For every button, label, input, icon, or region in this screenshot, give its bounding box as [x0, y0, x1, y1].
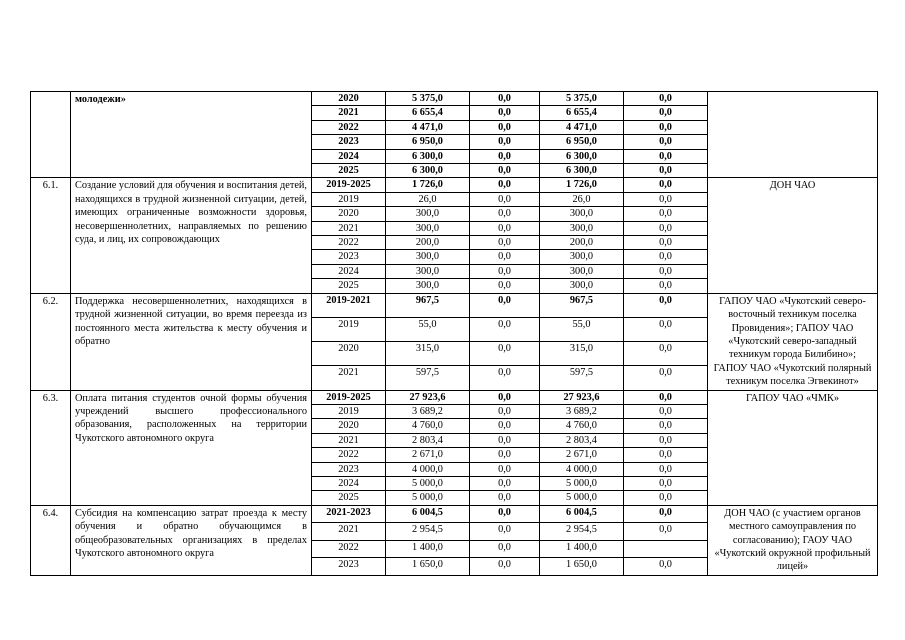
- year-cell: 2019-2021: [312, 293, 386, 317]
- table-row: [31, 293, 878, 317]
- total-cell: 2 954,5: [386, 523, 470, 541]
- federal-cell: 0,0: [470, 92, 540, 106]
- section-name: молодежи»: [71, 92, 312, 178]
- regional-cell: 300,0: [540, 207, 624, 221]
- regional-cell: 300,0: [540, 264, 624, 278]
- total-cell: 6 655,4: [386, 106, 470, 120]
- federal-cell: 0,0: [470, 164, 540, 178]
- regional-cell: 27 923,6: [540, 390, 624, 404]
- year-cell: 2021: [312, 106, 386, 120]
- year-cell: 2022: [312, 540, 386, 558]
- section-number: 6.3.: [31, 390, 71, 505]
- other-cell: 0,0: [624, 92, 708, 106]
- executor-cell: [708, 92, 878, 178]
- other-cell: 0,0: [624, 523, 708, 541]
- table-row: [31, 390, 878, 404]
- regional-cell: 2 671,0: [540, 448, 624, 462]
- total-cell: 300,0: [386, 221, 470, 235]
- total-cell: 5 375,0: [386, 92, 470, 106]
- table-body: [31, 92, 878, 576]
- year-cell: 2019-2025: [312, 390, 386, 404]
- section-name: Поддержка несовершеннолетних, находящихся в трудной жизненной ситуации, во время переезда из постоянного места жительства к месту обучения и обратно: [71, 293, 312, 390]
- total-cell: 5 000,0: [386, 476, 470, 490]
- year-cell: 2024: [312, 264, 386, 278]
- federal-cell: 0,0: [470, 221, 540, 235]
- section-name: Оплата питания студентов очной формы обучения учреждений высшего профессионального образования, расположенных на территории Чукотского автономного округа: [71, 390, 312, 505]
- table-row: [31, 178, 878, 192]
- other-cell: 0,0: [624, 149, 708, 163]
- other-cell: 0,0: [624, 207, 708, 221]
- year-cell: 2019: [312, 317, 386, 341]
- year-cell: 2021: [312, 523, 386, 541]
- federal-cell: 0,0: [470, 390, 540, 404]
- year-cell: 2023: [312, 250, 386, 264]
- section-number: 6.4.: [31, 505, 71, 575]
- other-cell: 0,0: [624, 106, 708, 120]
- year-cell: 2020: [312, 207, 386, 221]
- total-cell: 6 950,0: [386, 135, 470, 149]
- federal-cell: 0,0: [470, 476, 540, 490]
- total-cell: 55,0: [386, 317, 470, 341]
- budget-table: [30, 91, 878, 576]
- other-cell: 0,0: [624, 178, 708, 192]
- other-cell: 0,0: [624, 264, 708, 278]
- year-cell: 2023: [312, 462, 386, 476]
- federal-cell: 0,0: [470, 491, 540, 505]
- total-cell: 315,0: [386, 342, 470, 366]
- section-name: Создание условий для обучения и воспитания детей, находящихся в трудной жизненной ситуации, детей, имеющих ограниченные возможности здоровья, несовершеннолетних, направляемых по решению суда, и лиц, их сопровождающих: [71, 178, 312, 293]
- table-row: [31, 505, 878, 523]
- regional-cell: 6 300,0: [540, 149, 624, 163]
- regional-cell: 315,0: [540, 342, 624, 366]
- other-cell: 0,0: [624, 221, 708, 235]
- other-cell: 0,0: [624, 505, 708, 523]
- regional-cell: 4 471,0: [540, 120, 624, 134]
- regional-cell: 300,0: [540, 279, 624, 293]
- other-cell: 0,0: [624, 317, 708, 341]
- regional-cell: 2 803,4: [540, 433, 624, 447]
- total-cell: 1 400,0: [386, 540, 470, 558]
- other-cell: 0,0: [624, 558, 708, 576]
- total-cell: 2 671,0: [386, 448, 470, 462]
- year-cell: 2022: [312, 448, 386, 462]
- regional-cell: 5 375,0: [540, 92, 624, 106]
- year-cell: 2023: [312, 558, 386, 576]
- regional-cell: 5 000,0: [540, 491, 624, 505]
- total-cell: 4 471,0: [386, 120, 470, 134]
- regional-cell: 6 004,5: [540, 505, 624, 523]
- federal-cell: 0,0: [470, 120, 540, 134]
- year-cell: 2025: [312, 491, 386, 505]
- regional-cell: 300,0: [540, 250, 624, 264]
- total-cell: 6 300,0: [386, 164, 470, 178]
- total-cell: 6 004,5: [386, 505, 470, 523]
- year-cell: 2022: [312, 236, 386, 250]
- year-cell: 2021-2023: [312, 505, 386, 523]
- year-cell: 2020: [312, 92, 386, 106]
- total-cell: 1 726,0: [386, 178, 470, 192]
- regional-cell: 5 000,0: [540, 476, 624, 490]
- federal-cell: 0,0: [470, 317, 540, 341]
- federal-cell: 0,0: [470, 558, 540, 576]
- total-cell: 1 650,0: [386, 558, 470, 576]
- executor-cell: ДОН ЧАО (с участием органов местного самоуправления по согласованию); ГАОУ ЧАО «Чукотский окружной профильный лицей»: [708, 505, 878, 575]
- other-cell: [624, 540, 708, 558]
- federal-cell: 0,0: [470, 135, 540, 149]
- regional-cell: 597,5: [540, 366, 624, 390]
- year-cell: 2019: [312, 192, 386, 206]
- year-cell: 2024: [312, 476, 386, 490]
- other-cell: 0,0: [624, 476, 708, 490]
- year-cell: 2021: [312, 433, 386, 447]
- other-cell: 0,0: [624, 342, 708, 366]
- other-cell: 0,0: [624, 164, 708, 178]
- total-cell: 26,0: [386, 192, 470, 206]
- total-cell: 4 000,0: [386, 462, 470, 476]
- federal-cell: 0,0: [470, 106, 540, 120]
- federal-cell: 0,0: [470, 433, 540, 447]
- year-cell: 2025: [312, 279, 386, 293]
- total-cell: 3 689,2: [386, 404, 470, 418]
- section-number: 6.1.: [31, 178, 71, 293]
- federal-cell: 0,0: [470, 448, 540, 462]
- total-cell: 300,0: [386, 264, 470, 278]
- regional-cell: 3 689,2: [540, 404, 624, 418]
- other-cell: 0,0: [624, 293, 708, 317]
- total-cell: 967,5: [386, 293, 470, 317]
- regional-cell: 6 300,0: [540, 164, 624, 178]
- regional-cell: 4 000,0: [540, 462, 624, 476]
- regional-cell: 200,0: [540, 236, 624, 250]
- section-number: 6.2.: [31, 293, 71, 390]
- other-cell: 0,0: [624, 448, 708, 462]
- executor-cell: ГАПОУ ЧАО «ЧМК»: [708, 390, 878, 505]
- regional-cell: 6 655,4: [540, 106, 624, 120]
- other-cell: 0,0: [624, 120, 708, 134]
- other-cell: 0,0: [624, 462, 708, 476]
- other-cell: 0,0: [624, 135, 708, 149]
- other-cell: 0,0: [624, 419, 708, 433]
- regional-cell: 2 954,5: [540, 523, 624, 541]
- total-cell: 27 923,6: [386, 390, 470, 404]
- regional-cell: 26,0: [540, 192, 624, 206]
- federal-cell: 0,0: [470, 419, 540, 433]
- section-number: [31, 92, 71, 178]
- total-cell: 4 760,0: [386, 419, 470, 433]
- total-cell: 2 803,4: [386, 433, 470, 447]
- federal-cell: 0,0: [470, 404, 540, 418]
- year-cell: 2021: [312, 366, 386, 390]
- total-cell: 5 000,0: [386, 491, 470, 505]
- federal-cell: 0,0: [470, 279, 540, 293]
- other-cell: 0,0: [624, 366, 708, 390]
- year-cell: 2020: [312, 342, 386, 366]
- total-cell: 300,0: [386, 279, 470, 293]
- federal-cell: 0,0: [470, 236, 540, 250]
- year-cell: 2022: [312, 120, 386, 134]
- other-cell: 0,0: [624, 404, 708, 418]
- total-cell: 597,5: [386, 366, 470, 390]
- total-cell: 300,0: [386, 207, 470, 221]
- year-cell: 2021: [312, 221, 386, 235]
- federal-cell: 0,0: [470, 149, 540, 163]
- regional-cell: 6 950,0: [540, 135, 624, 149]
- federal-cell: 0,0: [470, 366, 540, 390]
- other-cell: 0,0: [624, 433, 708, 447]
- federal-cell: 0,0: [470, 192, 540, 206]
- federal-cell: 0,0: [470, 293, 540, 317]
- other-cell: 0,0: [624, 491, 708, 505]
- other-cell: 0,0: [624, 236, 708, 250]
- year-cell: 2020: [312, 419, 386, 433]
- regional-cell: 4 760,0: [540, 419, 624, 433]
- executor-cell: ДОН ЧАО: [708, 178, 878, 293]
- federal-cell: 0,0: [470, 207, 540, 221]
- regional-cell: 300,0: [540, 221, 624, 235]
- federal-cell: 0,0: [470, 523, 540, 541]
- other-cell: 0,0: [624, 192, 708, 206]
- total-cell: 6 300,0: [386, 149, 470, 163]
- federal-cell: 0,0: [470, 264, 540, 278]
- total-cell: 300,0: [386, 250, 470, 264]
- other-cell: 0,0: [624, 279, 708, 293]
- federal-cell: 0,0: [470, 505, 540, 523]
- total-cell: 200,0: [386, 236, 470, 250]
- regional-cell: 1 400,0: [540, 540, 624, 558]
- year-cell: 2023: [312, 135, 386, 149]
- regional-cell: 55,0: [540, 317, 624, 341]
- year-cell: 2024: [312, 149, 386, 163]
- year-cell: 2019-2025: [312, 178, 386, 192]
- executor-cell: ГАПОУ ЧАО «Чукотский северо-восточный техникум поселка Провидения»; ГАПОУ ЧАО «Чукотский северо-западный техникум города Билибино»; ГАПОУ ЧАО «Чукотский полярный техникум поселка Эгвекинот»: [708, 293, 878, 390]
- federal-cell: 0,0: [470, 342, 540, 366]
- federal-cell: 0,0: [470, 540, 540, 558]
- other-cell: 0,0: [624, 250, 708, 264]
- year-cell: 2019: [312, 404, 386, 418]
- regional-cell: 1 650,0: [540, 558, 624, 576]
- federal-cell: 0,0: [470, 178, 540, 192]
- regional-cell: 967,5: [540, 293, 624, 317]
- section-name: Субсидия на компенсацию затрат проезда к месту обучения и обратно обучающимся в общеобразовательных организациях в пределах Чукотского автономного округа: [71, 505, 312, 575]
- federal-cell: 0,0: [470, 250, 540, 264]
- federal-cell: 0,0: [470, 462, 540, 476]
- year-cell: 2025: [312, 164, 386, 178]
- regional-cell: 1 726,0: [540, 178, 624, 192]
- other-cell: 0,0: [624, 390, 708, 404]
- table-row: [31, 92, 878, 106]
